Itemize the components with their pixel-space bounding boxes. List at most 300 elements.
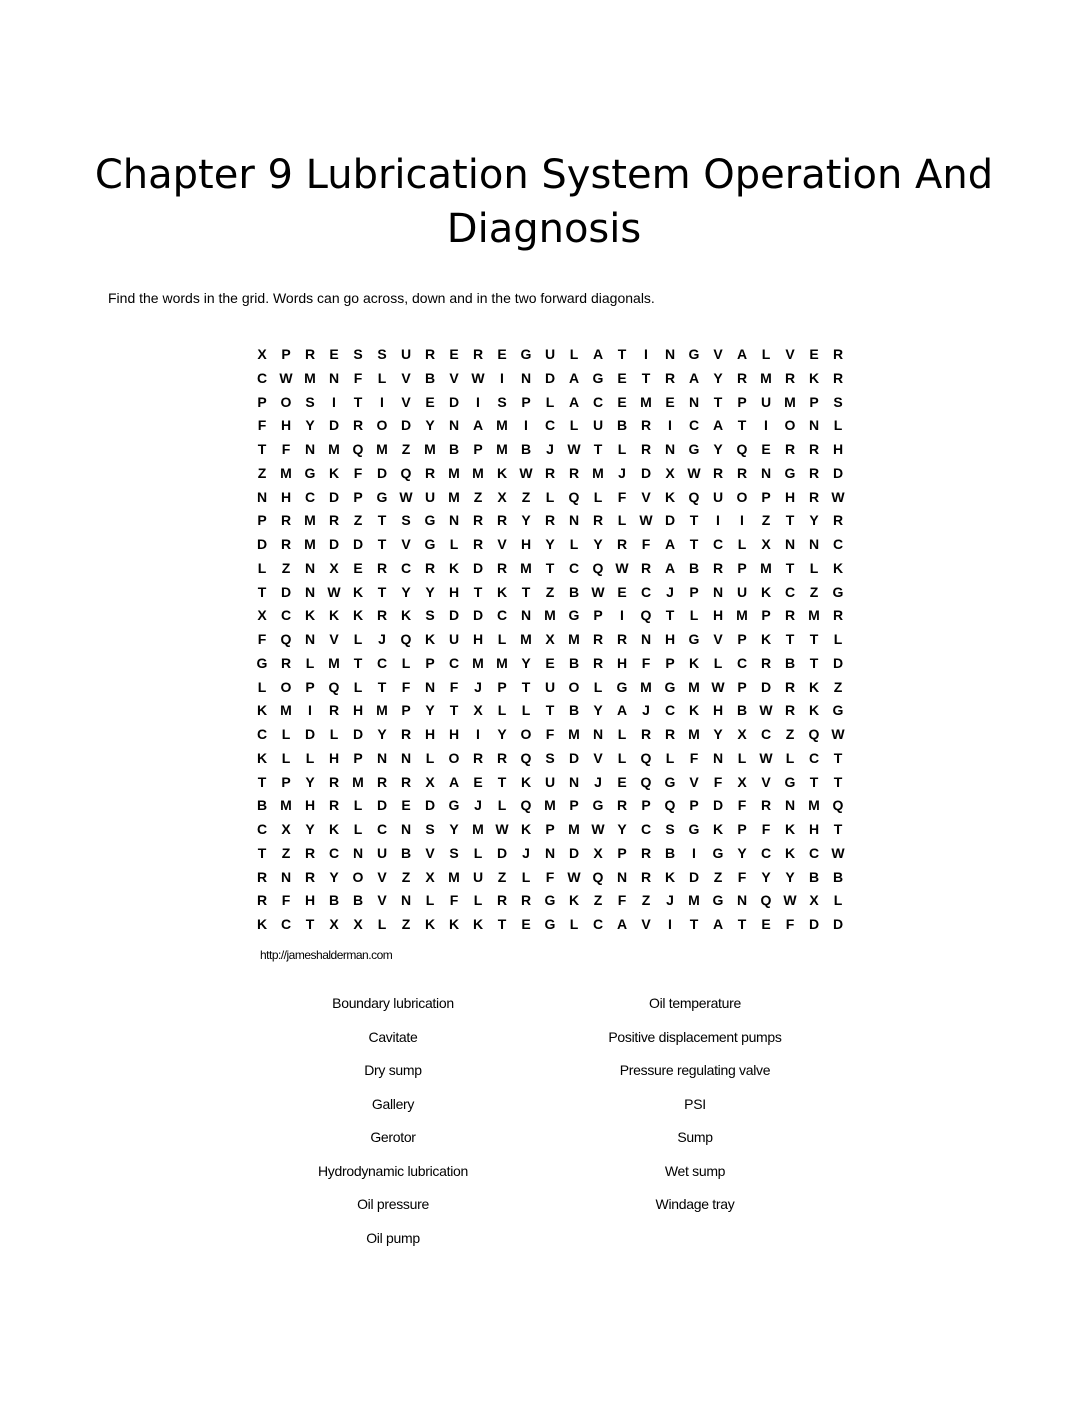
grid-letter: H [448,726,460,742]
grid-letter: F [257,631,267,647]
grid-letter: M [280,702,292,719]
grid-letter: M [568,821,580,837]
grid-letter: Q [832,797,844,814]
grid-letter: T [665,607,675,624]
grid-letter: G [592,797,604,814]
grid-letter: P [281,346,291,362]
grid-letter: N [712,749,724,766]
grid-letter: P [737,678,747,695]
grid-letter: N [568,773,580,790]
grid-letter: C [304,488,316,505]
grid-letter: K [328,607,340,624]
grid-letter: K [808,678,820,695]
grid-letter: R [304,868,316,885]
grid-letter: G [256,654,268,671]
grid-letter: I [524,417,528,434]
grid-letter: D [688,868,700,885]
grid-letter: X [809,892,819,909]
grid-letter: V [449,369,459,386]
grid-letter: X [737,773,747,790]
grid-letter: H [328,749,340,766]
word-list-item: Pressure regulating valve [619,1062,771,1078]
website-url: http://jameshalderman.com [260,948,393,962]
grid-letter: W [519,464,533,481]
grid-letter: X [281,821,291,837]
instructions: Find the words in the grid. Words can go across, down and in the two forward diagonals. [108,290,655,306]
grid-letter: R [832,607,844,624]
grid-letter: W [327,583,341,600]
grid-letter: Q [400,631,412,647]
grid-letter: F [449,678,459,695]
grid-letter: T [257,441,267,457]
grid-letter: E [617,773,627,790]
grid-letter: A [712,417,724,434]
grid-letter: M [568,631,580,647]
grid-letter: L [497,797,507,814]
grid-letter: Q [520,797,532,814]
grid-letter: R [640,844,652,861]
grid-letter: N [280,868,292,885]
grid-letter: L [473,892,483,909]
grid-letter: E [809,346,819,362]
grid-letter: H [616,654,628,671]
grid-letter: J [378,631,386,647]
grid-letter: F [761,821,771,837]
grid-letter: G [784,464,796,481]
grid-letter: D [640,464,652,481]
grid-letter: M [808,607,820,624]
grid-letter: A [688,369,700,386]
grid-letter: Y [425,583,435,600]
grid-letter: E [401,797,411,814]
grid-letter: K [256,749,268,766]
grid-letter: N [640,631,652,647]
grid-letter: Z [353,512,363,529]
grid-letter: R [784,441,796,457]
grid-letter: K [448,559,460,576]
grid-letter: N [448,512,460,529]
grid-letter: J [642,702,650,719]
grid-letter: N [400,892,412,909]
word-list-item: Oil pump [366,1229,420,1246]
grid-letter: E [617,583,627,600]
grid-letter: X [257,607,267,624]
grid-letter: L [353,631,363,647]
grid-letter: V [713,346,723,362]
grid-letter: U [544,346,556,362]
grid-letter: P [545,821,555,837]
grid-letter: C [808,844,820,861]
grid-letter: R [496,559,508,576]
grid-letter: T [497,916,507,932]
grid-letter: F [641,536,651,552]
grid-letter: L [401,654,411,671]
grid-letter: D [376,464,388,481]
grid-letter: Y [305,821,315,837]
grid-letter: R [424,559,436,576]
grid-letter: G [832,702,844,719]
grid-letter: T [617,346,627,362]
grid-letter: L [737,536,747,552]
grid-letter: T [257,773,267,790]
grid-letter: T [689,512,699,529]
grid-letter: V [641,488,651,505]
grid-letter: F [617,488,627,505]
grid-letter: H [472,631,484,647]
grid-letter: K [496,583,508,600]
grid-letter: G [424,536,436,552]
grid-letter: T [641,369,651,386]
grid-letter: P [665,654,675,671]
grid-letter: M [328,441,340,457]
grid-letter: C [568,559,580,576]
grid-letter: D [760,678,772,695]
grid-letter: T [785,559,795,576]
grid-letter: K [784,821,796,837]
grid-letter: H [712,607,724,624]
grid-letter: F [353,369,363,386]
grid-letter: O [352,868,364,885]
grid-letter: L [473,844,483,861]
grid-letter: E [761,916,771,932]
grid-letter: P [737,559,747,576]
grid-letter: L [809,559,819,576]
grid-letter: D [256,536,268,552]
grid-letter: Y [521,654,531,671]
grid-letter: R [736,464,748,481]
grid-letter: R [496,749,508,766]
grid-letter: B [400,844,412,861]
grid-letter: V [401,369,411,386]
grid-letter: C [808,749,820,766]
grid-letter: R [640,417,652,434]
grid-letter: R [736,369,748,386]
grid-letter: N [784,797,796,814]
grid-letter: B [520,441,532,457]
grid-letter: R [640,559,652,576]
word-list-item: Positive displacement pumps [608,1028,782,1045]
word-list-item: Gallery [371,1095,415,1112]
grid-letter: R [328,773,340,790]
grid-letter: R [760,797,772,814]
grid-letter: L [761,346,771,362]
grid-letter: Q [400,464,412,481]
grid-letter: K [760,583,772,600]
grid-letter: P [737,821,747,837]
grid-letter: M [448,488,460,505]
grid-letter: L [353,678,363,695]
grid-letter: X [761,536,771,552]
grid-letter: Z [281,844,291,861]
grid-letter: C [760,726,772,742]
grid-letter: F [689,749,699,766]
grid-letter: R [280,654,292,671]
grid-letter: R [328,702,340,719]
grid-letter: L [665,749,675,766]
grid-letter: K [256,702,268,719]
grid-letter: Y [401,583,411,600]
grid-letter: X [425,868,435,885]
grid-letter: R [472,512,484,529]
grid-letter: A [712,916,724,932]
grid-letter: Q [640,749,652,766]
grid-letter: R [760,654,772,671]
grid-letter: I [476,726,480,742]
grid-letter: T [257,844,267,861]
grid-letter: K [448,916,460,932]
grid-letter: D [664,512,676,529]
grid-letter: Z [641,892,651,909]
grid-letter: O [280,393,292,410]
grid-letter: Q [640,773,652,790]
grid-letter: U [592,417,604,434]
grid-letter: D [808,916,820,932]
grid-letter: X [257,346,267,362]
grid-letter: C [784,583,796,600]
grid-letter: P [281,773,291,790]
grid-letter: X [593,844,603,861]
word-list-item: Dry sump [364,1062,422,1078]
grid-letter: G [688,631,700,647]
grid-letter: R [616,536,628,552]
grid-letter: P [521,393,531,410]
grid-letter: K [304,607,316,624]
grid-letter: K [808,369,820,386]
grid-letter: L [689,607,699,624]
grid-letter: R [592,512,604,529]
grid-letter: E [761,441,771,457]
grid-letter: P [401,702,411,719]
grid-letter: R [784,369,796,386]
grid-letter: B [568,702,580,719]
grid-letter: C [448,654,460,671]
grid-letter: R [304,346,316,362]
grid-letter: N [448,417,460,434]
grid-letter: Z [521,488,531,505]
grid-letter: I [716,512,720,529]
grid-letter: H [352,702,364,719]
grid-letter: X [425,773,435,790]
grid-letter: K [520,821,532,837]
grid-letter: F [449,892,459,909]
grid-letter: M [496,654,508,671]
grid-letter: S [665,821,675,837]
grid-letter: P [569,797,579,814]
grid-letter: N [304,559,316,576]
word-list-item: Oil temperature [649,995,741,1011]
grid-letter: Z [833,678,843,695]
grid-letter: C [280,607,292,624]
grid-letter: N [400,821,412,837]
grid-letter: K [760,631,772,647]
grid-letter: Z [497,868,507,885]
grid-letter: H [304,892,316,909]
grid-letter: P [593,607,603,624]
grid-letter: T [689,536,699,552]
grid-letter: L [449,536,459,552]
grid-letter: D [832,916,844,932]
grid-letter: R [472,346,484,362]
grid-letter: H [784,488,796,505]
grid-letter: T [689,916,699,932]
grid-letter: R [496,512,508,529]
grid-letter: B [424,369,436,386]
grid-letter: R [616,797,628,814]
grid-letter: V [401,536,411,552]
grid-letter: N [256,488,268,505]
grid-letter: N [760,464,772,481]
grid-letter: V [593,749,603,766]
grid-letter: C [280,916,292,932]
grid-letter: B [352,892,364,909]
grid-letter: C [544,417,556,434]
grid-letter: D [352,726,364,742]
grid-letter: R [400,726,412,742]
grid-letter: S [353,346,363,362]
grid-letter: D [712,797,724,814]
grid-letter: X [329,559,339,576]
grid-letter: F [737,797,747,814]
grid-letter: U [448,631,460,647]
grid-letter: W [615,559,629,576]
grid-letter: Y [425,417,435,434]
grid-letter: N [376,749,388,766]
grid-letter: M [376,702,388,719]
grid-letter: M [280,464,292,481]
grid-letter: J [594,773,602,790]
grid-letter: D [328,488,340,505]
grid-letter: K [472,916,484,932]
grid-letter: H [832,441,844,457]
grid-letter: K [328,821,340,837]
grid-letter: R [712,559,724,576]
grid-letter: L [257,559,267,576]
grid-letter: L [305,654,315,671]
grid-letter: C [376,821,388,837]
grid-letter: Y [521,512,531,529]
grid-letter: C [640,583,652,600]
grid-letter: L [593,678,603,695]
grid-letter: W [759,702,773,719]
grid-letter: C [496,607,508,624]
grid-letter: H [280,488,292,505]
grid-letter: D [496,844,508,861]
grid-letter: X [497,488,507,505]
grid-letter: L [257,678,267,695]
grid-letter: L [281,726,291,742]
grid-letter: D [376,797,388,814]
grid-letter: W [399,488,413,505]
grid-letter: Z [401,441,411,457]
word-list-item: Boundary lubrication [332,995,454,1011]
grid-letter: V [689,773,699,790]
grid-letter: P [809,393,819,410]
grid-letter: L [353,821,363,837]
grid-letter: N [808,536,820,552]
grid-letter: A [568,393,580,410]
grid-letter: Y [593,536,603,552]
grid-letter: E [617,369,627,386]
grid-letter: K [424,916,436,932]
grid-letter: L [833,631,843,647]
word-list-item: Hydrodynamic lubrication [318,1162,468,1179]
grid-letter: T [785,512,795,529]
grid-letter: Q [760,892,772,909]
grid-letter: Z [761,512,771,529]
grid-letter: E [449,346,459,362]
grid-letter: R [808,488,820,505]
grid-letter: Y [545,536,555,552]
grid-letter: M [328,654,340,671]
grid-letter: L [569,916,579,932]
grid-letter: T [257,583,267,600]
grid-letter: T [353,393,363,410]
grid-letter: H [712,702,724,719]
grid-letter: B [568,654,580,671]
grid-letter: R [640,868,652,885]
grid-letter: B [664,844,676,861]
grid-letter: V [761,773,771,790]
grid-letter: R [424,346,436,362]
grid-letter: G [688,441,700,457]
grid-letter: K [520,773,532,790]
grid-letter: T [833,773,843,790]
grid-letter: D [448,607,460,624]
grid-letter: F [257,417,267,434]
grid-letter: O [568,678,580,695]
grid-letter: Z [593,892,603,909]
grid-letter: U [544,678,556,695]
grid-letter: D [352,536,364,552]
grid-letter: N [784,536,796,552]
grid-letter: T [545,702,555,719]
grid-letter: B [616,417,628,434]
grid-letter: K [664,488,676,505]
grid-letter: M [688,678,700,695]
grid-letter: Q [736,441,748,457]
grid-letter: J [474,678,482,695]
word-list-item: Wet sump [664,1162,726,1179]
grid-letter: Q [592,559,604,576]
grid-letter: W [279,369,293,386]
grid-letter: I [692,844,696,861]
grid-letter: B [832,868,844,885]
grid-letter: H [448,583,460,600]
grid-letter: U [472,868,484,885]
grid-letter: C [256,369,268,386]
grid-letter: R [424,464,436,481]
grid-letter: M [448,464,460,481]
grid-letter: Z [281,559,291,576]
grid-letter: S [401,512,411,529]
grid-letter: C [328,844,340,861]
grid-letter: E [521,916,531,932]
grid-letter: N [592,726,604,742]
grid-letter: B [256,797,268,814]
grid-letter: G [592,369,604,386]
grid-letter: M [448,868,460,885]
grid-letter: M [472,654,484,671]
grid-letter: W [687,464,701,481]
grid-letter: D [472,607,484,624]
grid-letter: F [641,654,651,671]
grid-letter: L [377,916,387,932]
grid-letter: I [500,369,504,386]
grid-letter: X [545,631,555,647]
grid-letter: R [832,369,844,386]
grid-letter: G [784,773,796,790]
grid-letter: R [808,441,820,457]
